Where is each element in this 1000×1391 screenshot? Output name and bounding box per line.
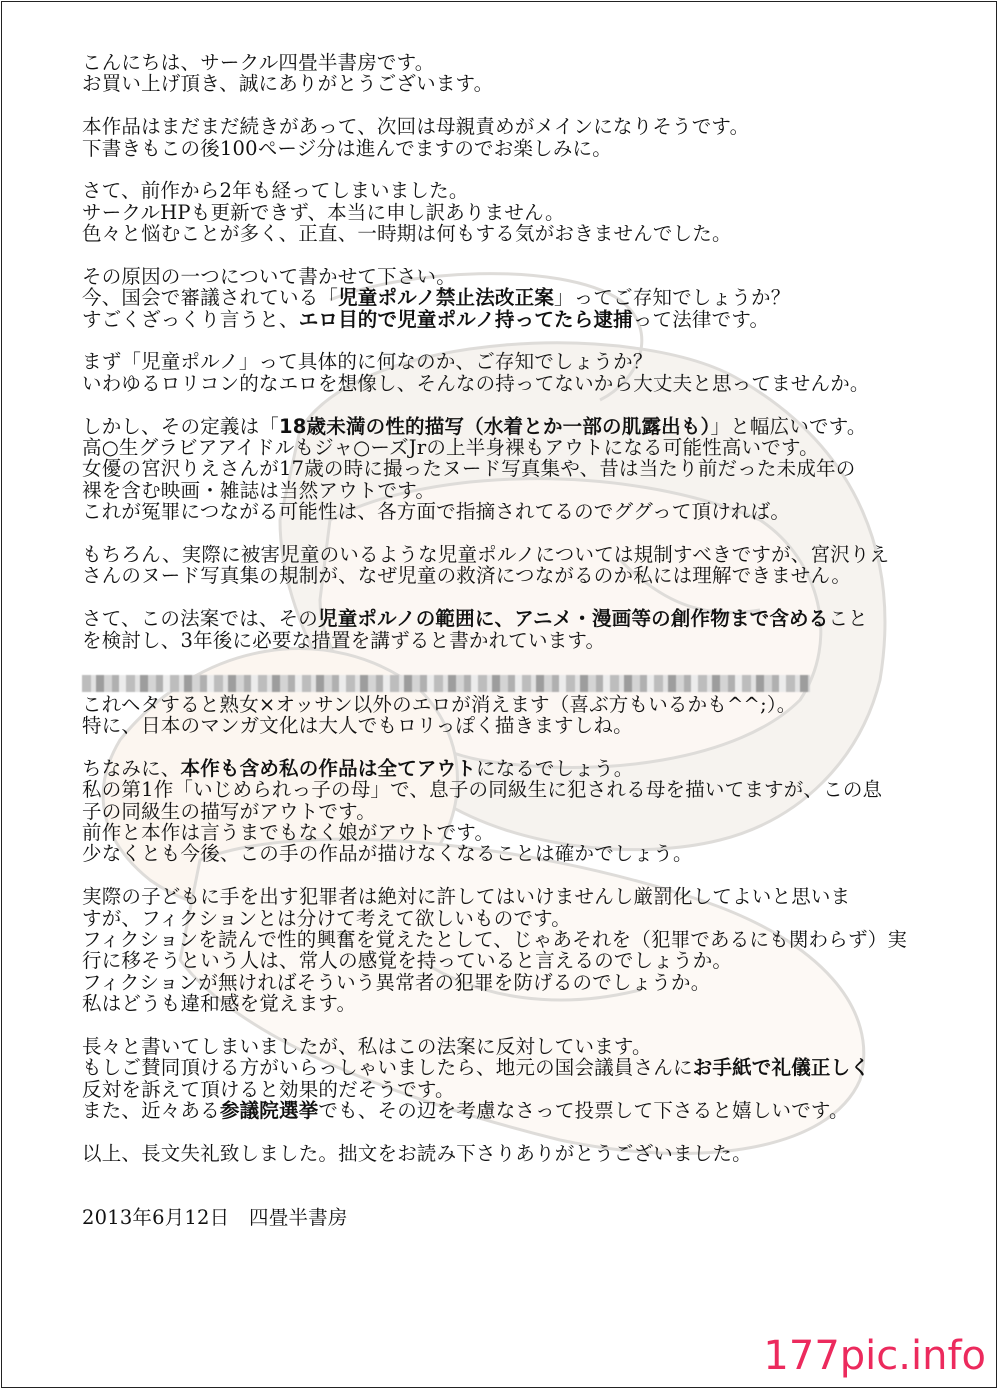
afterword-text xyxy=(82,52,962,1228)
text-segment: もしご賛同頂ける方がいらっしゃいましたら、地元の国会議員さんに xyxy=(82,1056,693,1080)
text-segment: 」ってご存知でしょうか？ xyxy=(554,286,791,310)
paragraph-gap xyxy=(82,245,962,266)
text-line xyxy=(82,908,962,929)
emphasis-text: 児童ポルノ禁止法改正案 xyxy=(338,286,555,310)
paragraph-gap xyxy=(82,159,962,180)
text-segment: まず「児童ポルノ」って具体的に何なのか、ご存知でしょうか？ xyxy=(82,350,653,374)
paragraph xyxy=(82,1036,962,1122)
text-line xyxy=(82,672,962,693)
text-line xyxy=(82,843,962,864)
text-line xyxy=(82,630,962,651)
text-line xyxy=(82,138,962,159)
text-line xyxy=(82,116,962,137)
text-segment: 」と幅広いです。 xyxy=(710,414,867,438)
text-line xyxy=(82,950,962,971)
signature: 2013年6月12日 四畳半書房 xyxy=(82,1206,348,1230)
text-line xyxy=(82,416,962,437)
text-segment: 色々と悩むことが多く、正直、一時期は何もする気がおきませんでした。 xyxy=(82,222,732,246)
text-segment: 以上、長文失礼致しました。拙文をお読み下さりありがとうございました。 xyxy=(82,1141,752,1165)
text-segment: って法律です。 xyxy=(632,307,770,331)
text-line xyxy=(82,993,962,1014)
text-line xyxy=(82,266,962,287)
text-segment: ちなみに、 xyxy=(82,756,181,780)
text-segment: 少なくとも今後、この手の作品が描けなくなることは確かでしょう。 xyxy=(82,842,693,866)
text-line xyxy=(82,972,962,993)
text-segment: お買い上げ頂き、誠にありがとうございます。 xyxy=(82,72,494,96)
watermark: 177pic.info xyxy=(763,1333,986,1379)
emphasis-text: 児童ポルノの範囲に、アニメ・漫画等の創作物まで含める xyxy=(318,607,829,631)
text-line xyxy=(82,287,962,308)
text-line xyxy=(82,437,962,458)
text-line xyxy=(82,480,962,501)
text-segment: 子の同級生の描写がアウトです。 xyxy=(82,799,376,823)
text-segment: いわゆるロリコン的なエロを想像し、そんなの持ってないから大丈夫と思ってませんか。 xyxy=(82,371,870,395)
paragraph-gap xyxy=(82,587,962,608)
text-segment: その原因の一つについて書かせて下さい。 xyxy=(82,264,456,288)
text-segment: になるでしょう。 xyxy=(476,756,634,780)
text-line xyxy=(82,1100,962,1121)
text-line xyxy=(82,822,962,843)
text-line xyxy=(82,351,962,372)
text-line xyxy=(82,715,962,736)
text-segment: 今、国会で審議されている「 xyxy=(82,286,339,310)
paragraph-gap xyxy=(82,1164,962,1185)
text-segment: 下書きもこの後100ページ分は進んでますのでお楽しみに。 xyxy=(82,136,612,160)
redacted-text xyxy=(82,675,810,692)
paragraph xyxy=(82,758,962,865)
paragraph-gap xyxy=(82,865,962,886)
paragraph xyxy=(82,608,962,651)
paragraph xyxy=(82,116,962,159)
paragraph-gap xyxy=(82,394,962,415)
text-segment: さて、この法案では、その xyxy=(82,607,319,631)
text-line xyxy=(82,565,962,586)
paragraph xyxy=(82,180,962,244)
text-segment: もちろん、実際に被害児童のいるような児童ポルノについては規制すべきですが、宮沢りえ xyxy=(82,542,890,566)
paragraph xyxy=(82,1143,962,1164)
text-line xyxy=(82,886,962,907)
paragraph xyxy=(82,672,962,736)
paragraph-gap xyxy=(82,1186,962,1207)
paragraph-gap xyxy=(82,523,962,544)
text-segment: さて、前作から2年も経ってしまいました。 xyxy=(82,179,469,203)
text-line xyxy=(82,801,962,822)
text-segment: フィクションが無ければそういう異常者の犯罪を防げるのでしょうか。 xyxy=(82,970,711,994)
text-segment: こんにちは、サークル四畳半書房です。 xyxy=(82,51,435,74)
text-segment: しかし、その定義は「 xyxy=(82,414,280,438)
paragraph xyxy=(82,416,962,523)
text-line xyxy=(82,223,962,244)
text-line xyxy=(82,1079,962,1100)
paragraph-gap xyxy=(82,737,962,758)
text-line xyxy=(82,1057,962,1078)
text-segment: 長々と書いてしまいましたが、私はこの法案に反対しています。 xyxy=(82,1034,652,1058)
text-line xyxy=(82,608,962,629)
text-segment: 行に移そうという人は、常人の感覚を持っていると言えるのでしょうか。 xyxy=(82,949,733,973)
text-line xyxy=(82,180,962,201)
text-segment: 高○生グラビアアイドルもジャ○ーズJrの上半身裸もアウトになる可能性高いです。 xyxy=(82,436,819,460)
text-segment: サークルHPも更新できず、本当に申し訳ありません。 xyxy=(82,200,565,224)
text-line xyxy=(82,501,962,522)
emphasis-text: お手紙で礼儀正しく xyxy=(692,1056,871,1080)
text-segment: すが、フィクションとは分けて考えて欲しいものです。 xyxy=(82,906,571,930)
emphasis-text: 本作も含め私の作品は全てアウト xyxy=(180,756,477,780)
text-line xyxy=(82,52,962,73)
text-segment: すごくざっくり言うと、 xyxy=(82,307,299,331)
emphasis-text: エロ目的で児童ポルノ持ってたら逮捕 xyxy=(298,307,633,331)
text-line xyxy=(82,758,962,779)
emphasis-text: 18歳未満の性的描写（水着とか一部の肌露出も） xyxy=(279,414,711,438)
paragraph xyxy=(82,52,962,95)
paragraph xyxy=(82,266,962,330)
text-segment: 私はどうも違和感を覚えます。 xyxy=(82,992,357,1016)
text-segment: 反対を訴えて頂けると効果的だそうです。 xyxy=(82,1077,455,1101)
text-segment: 本作品はまだまだ続きがあって、次回は母親責めがメインになりそうです。 xyxy=(82,115,750,139)
text-line xyxy=(82,1036,962,1057)
paragraph-gap xyxy=(82,330,962,351)
paragraph xyxy=(82,544,962,587)
text-segment: 特に、日本のマンガ文化は大人でもロリっぽく描きますしね。 xyxy=(82,714,633,738)
paragraph-gap xyxy=(82,651,962,672)
text-segment: こと xyxy=(828,607,868,631)
text-segment: 前作と本作は言うまでもなく娘がアウトです。 xyxy=(82,821,495,845)
text-segment: さんのヌード写真集の規制が、なぜ児童の救済につながるのか私には理解できません。 xyxy=(82,564,852,588)
text-line xyxy=(82,458,962,479)
text-line xyxy=(82,373,962,394)
text-line xyxy=(82,929,962,950)
text-line xyxy=(82,779,962,800)
text-line xyxy=(82,694,962,715)
paragraph xyxy=(82,886,962,1014)
text-segment: でも、その辺を考慮なさって投票して下さると嬉しいです。 xyxy=(318,1099,849,1123)
text-line xyxy=(82,544,962,565)
text-line xyxy=(82,1143,962,1164)
text-segment: また、近々ある xyxy=(82,1099,220,1123)
text-segment: 裸を含む映画・雑誌は当然アウトです。 xyxy=(82,478,436,502)
text-line xyxy=(82,309,962,330)
text-segment: 実際の子どもに手を出す犯罪者は絶対に許してはいけませんし厳罰化してよいと思いま xyxy=(82,885,851,909)
text-segment: フィクションを読んで性的興奮を覚えたとして、じゃあそれを（犯罪であるにも関わらず）実 xyxy=(82,928,908,952)
text-segment: 女優の宮沢りえさんが17歳の時に撮ったヌード写真集や、昔は当たり前だった未成年の xyxy=(82,457,856,481)
paragraph-gap xyxy=(82,95,962,116)
paragraph xyxy=(82,351,962,394)
text-segment: これが冤罪につながる可能性は、各方面で指摘されてるのでググって頂ければ。 xyxy=(82,500,791,524)
text-segment: これヘタすると熟女×オッサン以外のエロが消えます（喜ぶ方もいるかも^^;）。 xyxy=(82,692,797,716)
paragraph-gap xyxy=(82,1122,962,1143)
text-line xyxy=(82,202,962,223)
text-segment: を検討し、3年後に必要な措置を講ずると書かれています。 xyxy=(82,628,606,652)
paragraph-gap xyxy=(82,1015,962,1036)
text-segment: 私の第1作「いじめられっ子の母」で、息子の同級生に犯される母を描いてますが、この息 xyxy=(82,778,883,802)
text-line xyxy=(82,73,962,94)
emphasis-text: 参議院選挙 xyxy=(219,1099,319,1123)
